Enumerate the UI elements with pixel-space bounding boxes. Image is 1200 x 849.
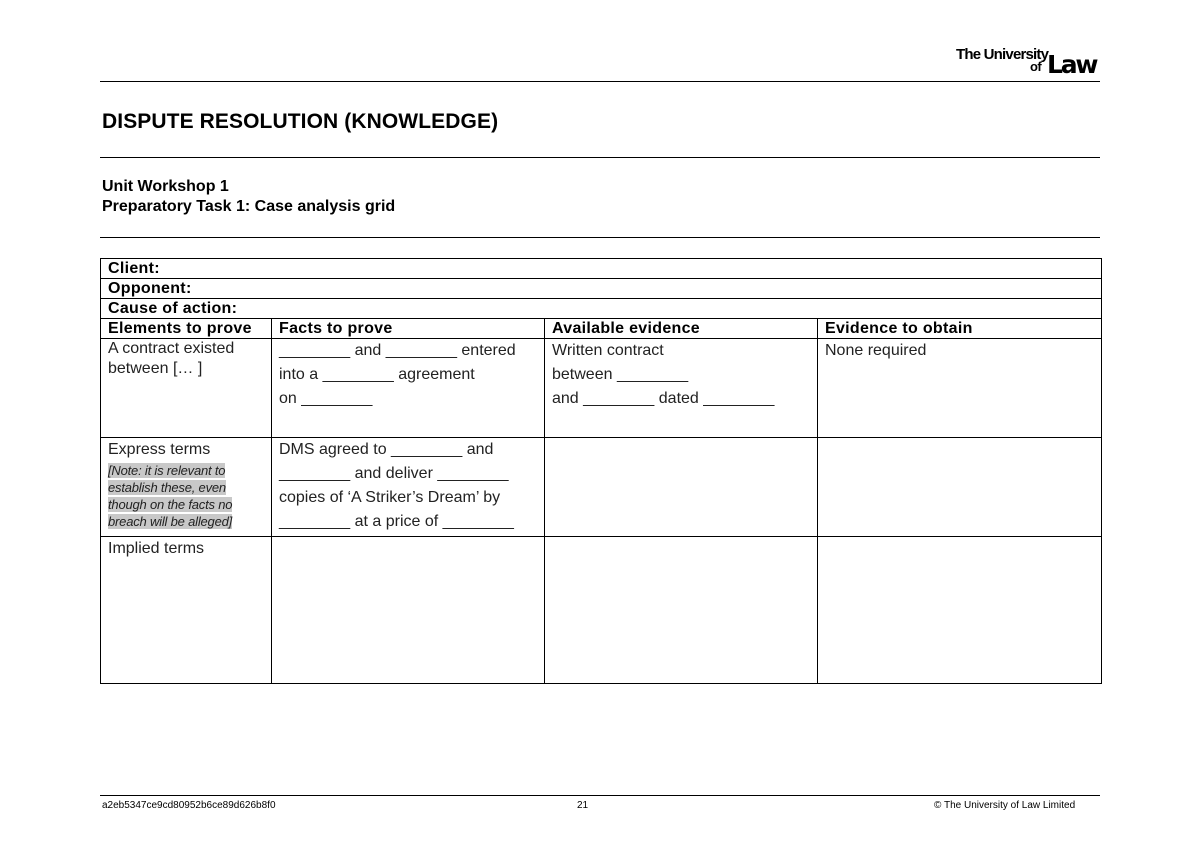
table-row — [101, 537, 1102, 684]
subtitle-divider — [100, 237, 1100, 238]
header-elements: Elements to prove — [101, 319, 272, 339]
element-cell: A contract existed between [… ] — [101, 339, 272, 438]
document-id: a2eb5347ce9cd80952b6ce89d626b8f0 — [102, 800, 276, 811]
available-evidence-cell: Written contract between ________ and ________ dated ________ — [545, 339, 818, 438]
top-divider — [100, 81, 1100, 82]
element-cell: Express terms [Note: it is relevant to establish these, even though on the facts no breach will be alleged] — [101, 438, 272, 537]
header-obtain: Evidence to obtain — [818, 319, 1102, 339]
facts-cell: ________ and ________ entered into a ________ agreement on ________ — [272, 339, 545, 438]
header-available: Available evidence — [545, 319, 818, 339]
client-row: Client: — [101, 259, 1102, 279]
available-evidence-cell — [545, 537, 818, 684]
opponent-row: Opponent: — [101, 279, 1102, 299]
facts-cell — [272, 537, 545, 684]
copyright: © The University of Law Limited — [934, 800, 1076, 811]
facts-cell: DMS agreed to ________ and ________ and deliver ________ copies of ‘A Striker’s Dream’ by ________ at a price of ________ — [272, 438, 545, 537]
page-title: DISPUTE RESOLUTION (KNOWLEDGE) — [102, 110, 499, 133]
title-divider — [100, 157, 1100, 158]
cause-of-action-row: Cause of action: — [101, 299, 1102, 319]
footer-divider — [100, 795, 1100, 796]
task-label: Preparatory Task 1: Case analysis grid — [102, 198, 396, 215]
note-text: [Note: it is relevant to establish these, even though on the facts no breach will be alleged] — [108, 463, 233, 529]
evidence-to-obtain-cell — [818, 537, 1102, 684]
logo-line3: Law — [1047, 50, 1097, 79]
table-row — [101, 339, 1102, 438]
element-cell: Implied terms — [101, 537, 272, 684]
workshop-label: Unit Workshop 1 — [102, 178, 229, 195]
evidence-to-obtain-cell — [818, 438, 1102, 537]
header-facts: Facts to prove — [272, 319, 545, 339]
logo-line2: of — [1030, 59, 1042, 74]
available-evidence-cell — [545, 438, 818, 537]
table-row — [101, 438, 1102, 537]
university-logo — [952, 46, 1102, 79]
page-number: 21 — [577, 800, 589, 811]
logo-line1: The University — [956, 46, 1049, 63]
case-analysis-grid — [100, 258, 1102, 684]
evidence-to-obtain-cell: None required — [818, 339, 1102, 438]
